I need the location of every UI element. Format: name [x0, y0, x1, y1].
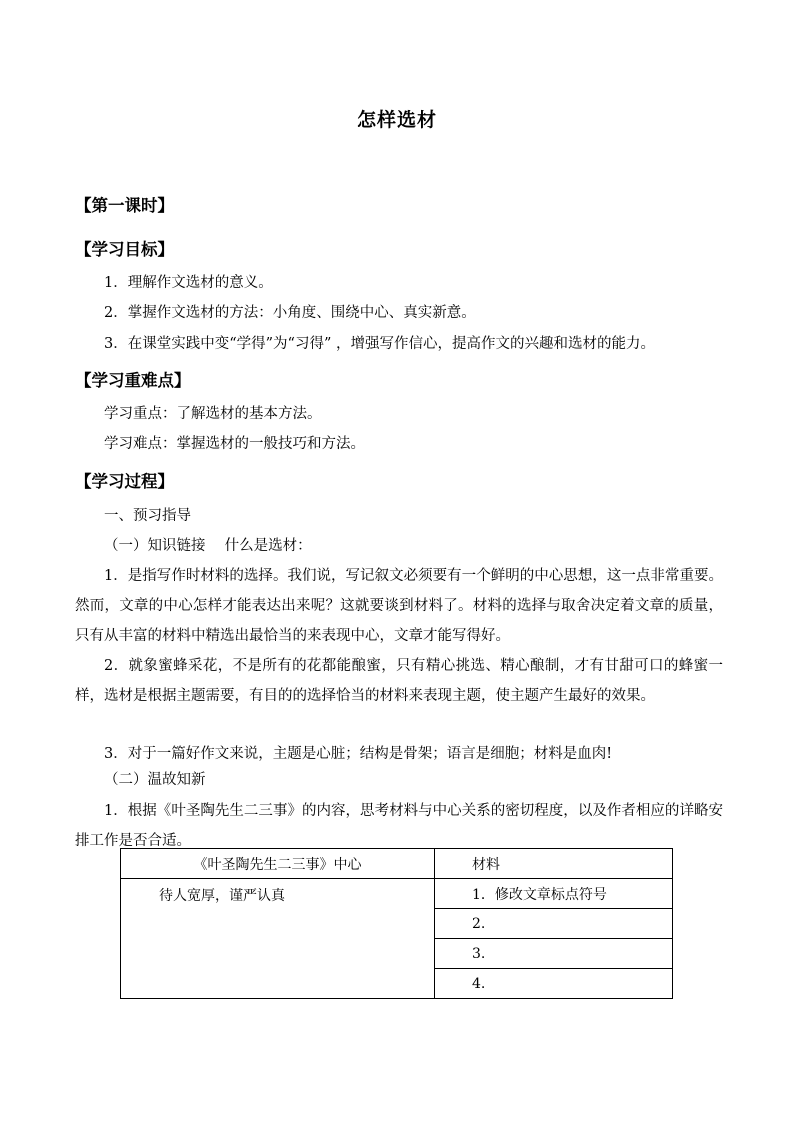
goal-item: 2．掌握作文选材的方法：小角度、围绕中心、真实新意。 [104, 305, 476, 321]
goal-item: 3．在课堂实践中变“学得”为“习得” ，增强写作信心，提高作文的兴趣和选材的能力。 [104, 336, 655, 352]
keypoints-heading: 【学习重难点】 [75, 371, 191, 390]
paragraph: 3．对于一篇好作文来说，主题是心脏；结构是骨架；语言是细胞；材料是血肉! [104, 746, 613, 762]
keypoint-item: 学习难点：掌握选材的一般技巧和方法。 [104, 436, 365, 452]
table-header-material: 材料 [435, 849, 673, 879]
process-heading: 【学习过程】 [75, 472, 174, 491]
table-row [121, 849, 673, 879]
materials-table [120, 848, 673, 999]
table-cell-material: 2. [435, 909, 673, 939]
lesson-heading: 【第一课时】 [75, 196, 174, 215]
table-cell-center: 待人宽厚，谨严认真 [121, 879, 435, 999]
goals-heading: 【学习目标】 [75, 240, 174, 259]
subsection-heading: （二）温故知新 [104, 772, 206, 788]
table-cell-material: 1．修改文章标点符号 [435, 879, 673, 909]
table-cell-material: 4. [435, 969, 673, 999]
table-row [121, 879, 673, 909]
table-header-center: 《叶圣陶先生二三事》中心 [121, 849, 435, 879]
paragraph: 1．是指写作时材料的选择。我们说，写记叙文必须要有一个鲜明的中心思想，这一点非常重要。然而，文章的中心怎样才能表达出来呢？这就要谈到材料了。材料的选择与取舍决定着文章的质量，只有从丰富的材料中精选出最恰当的来表现中心，文章才能写得好。 [75, 568, 723, 644]
paragraph: 1．根据《叶圣陶先生二三事》的内容，思考材料与中心关系的密切程度，以及作者相应的详略安排工作是否合适。 [75, 803, 723, 849]
keypoint-item: 学习重点：了解选材的基本方法。 [104, 406, 322, 422]
goal-item: 1．理解作文选材的意义。 [104, 275, 273, 291]
subsection-heading: （一）知识链接 什么是选材： [104, 538, 312, 554]
section-heading: 一、预习指导 [104, 508, 191, 524]
table-cell-material: 3. [435, 939, 673, 969]
page-title: 怎样选材 [356, 109, 437, 131]
paragraph: 2．就象蜜蜂采花，不是所有的花都能酿蜜，只有精心挑选、精心酿制，才有甘甜可口的蜂蜜一样，选材是根据主题需要，有目的的选择恰当的材料来表现主题，使主题产生最好的效果。 [75, 658, 723, 704]
